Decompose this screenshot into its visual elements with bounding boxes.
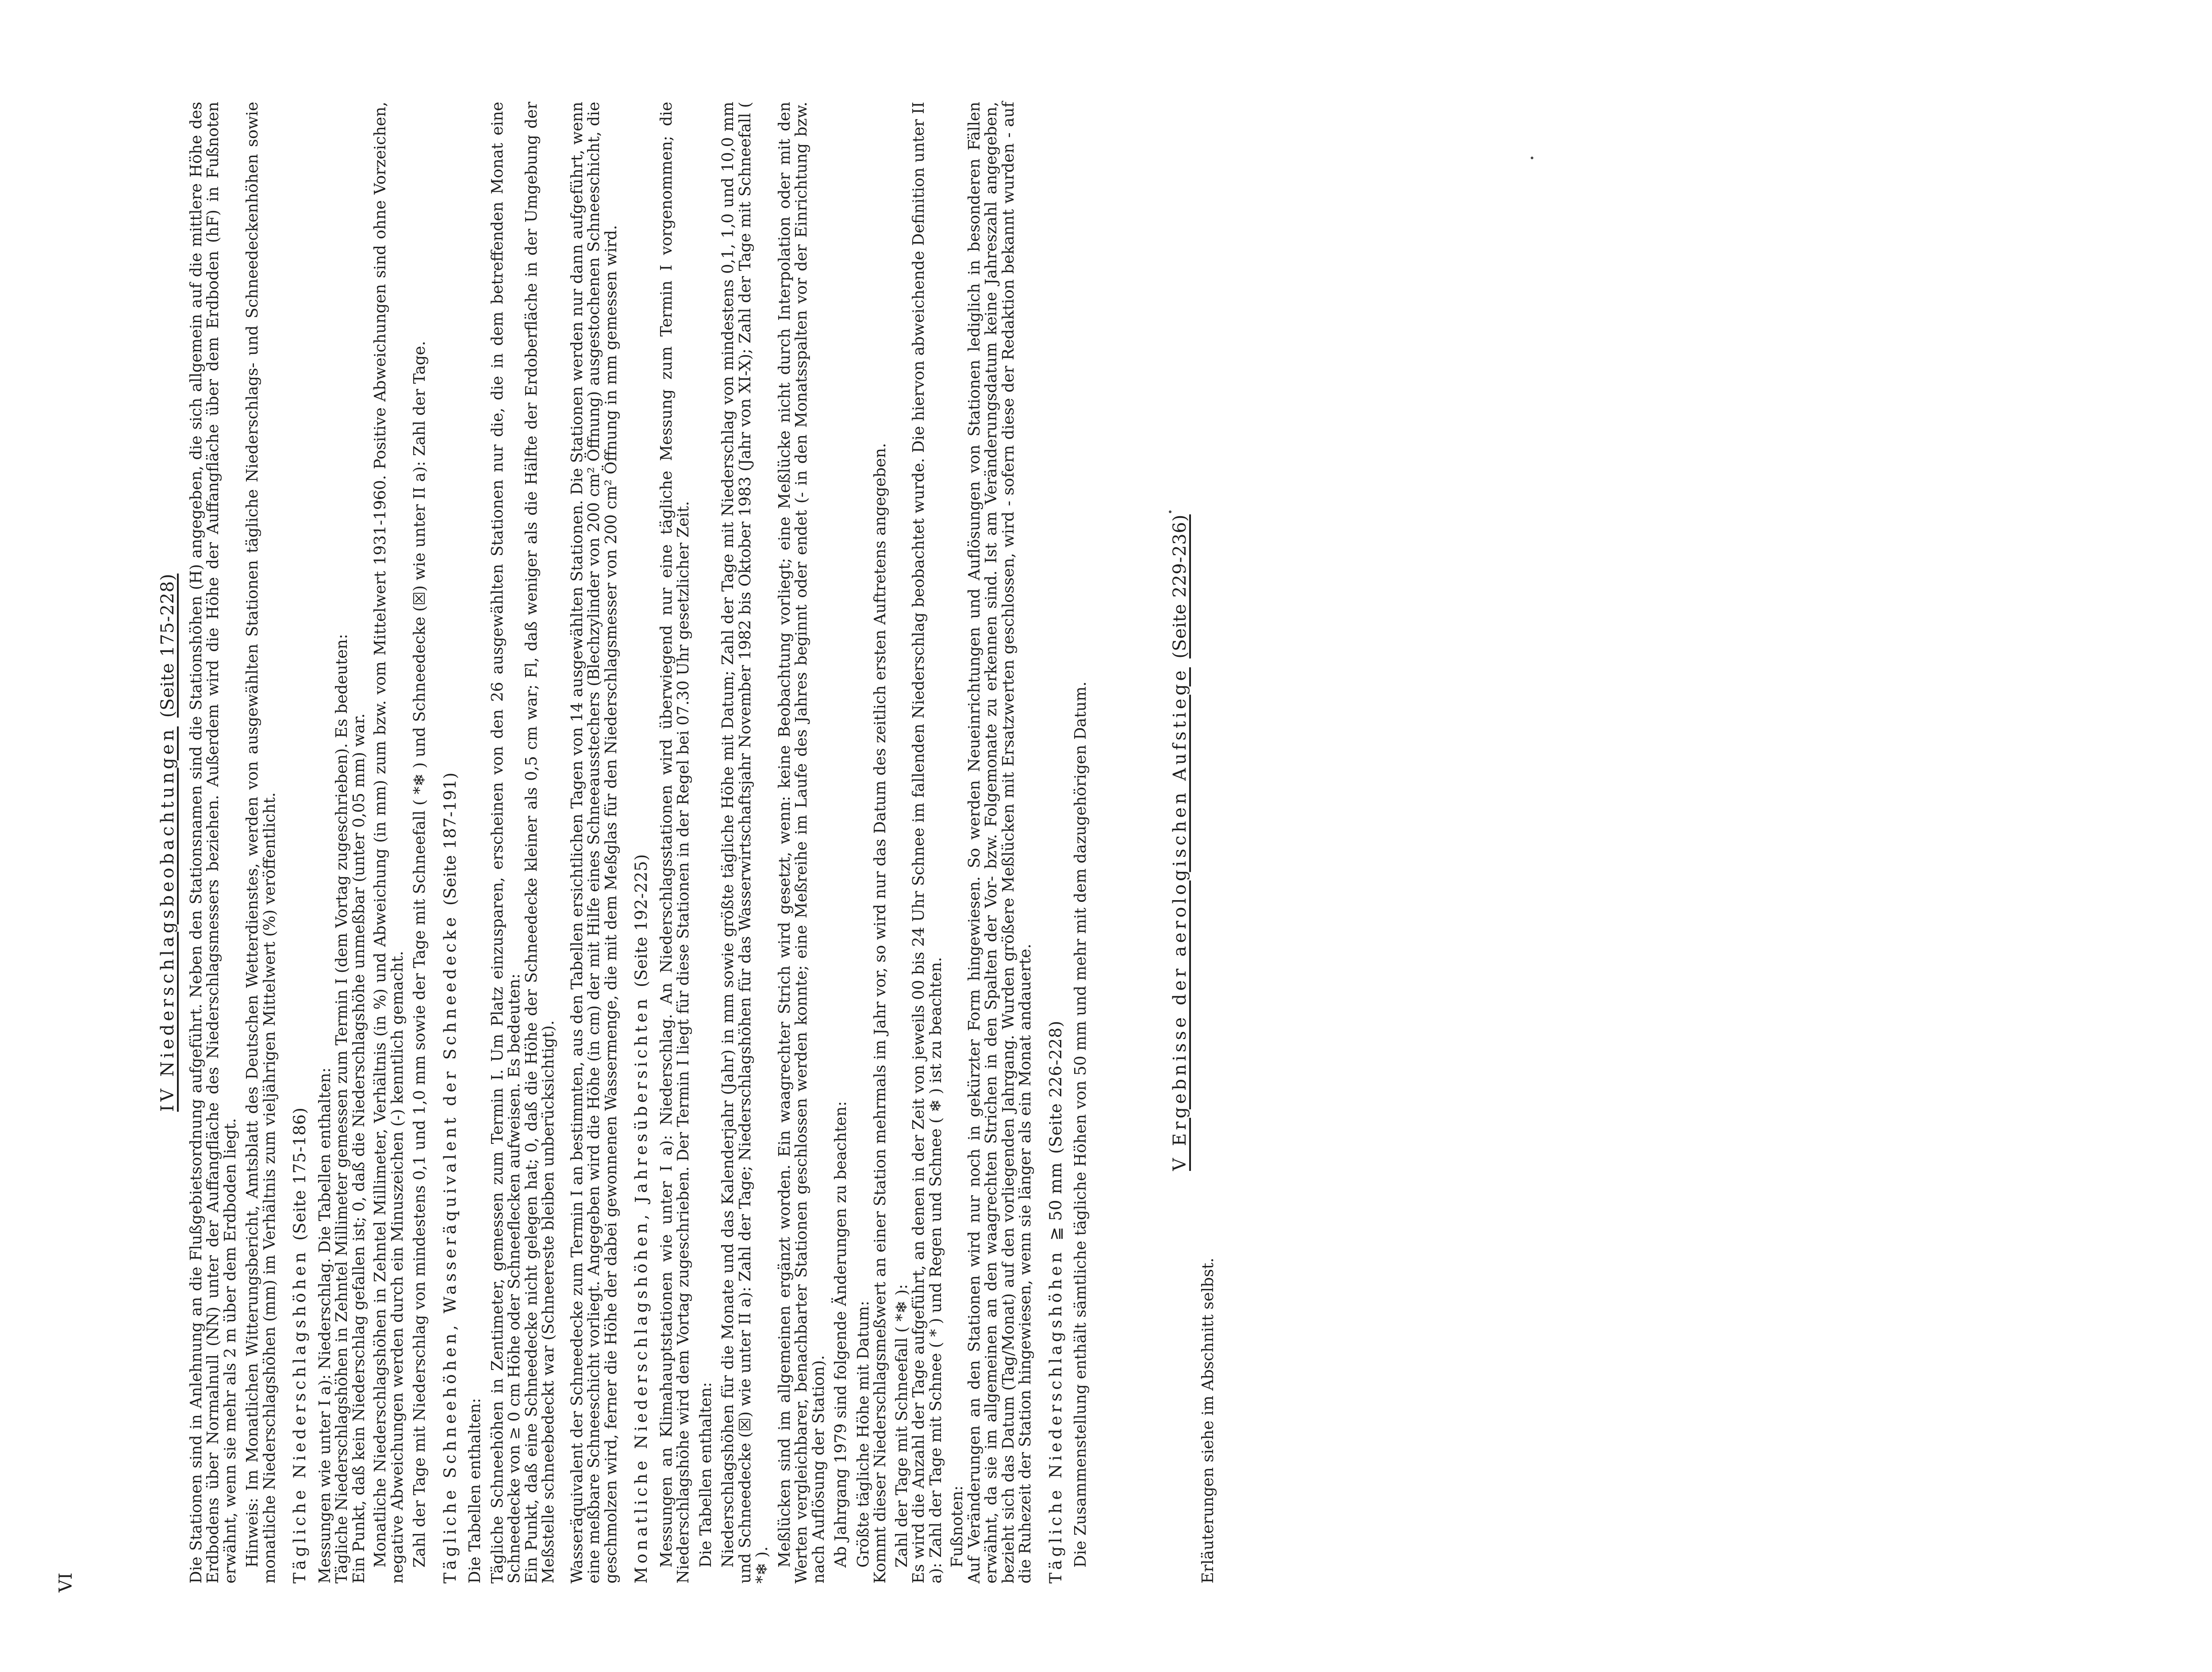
section-iv-intro: Die Stationen sind in Anlehnung an die Flußgebietsordnung aufgeführt. Neben den Stationsnamen sind die Stationshöhen (H) angegeben, die sich allgemein auf die mittlere Höhe des Erdbodens über Normalnull (NN) unter der Auffangfläche des Niederschlagsmessers beziehen. Außerdem wird die Höhe der Auffangfläche über dem Erdboden (hF) in Fußnoten erwähnt, wenn sie mehr als 2 m über dem Erdboden liegt. [187,102,239,1584]
monthly-p1: Messungen an Klimahauptstationen wie unter I a): Niederschlag. An Niederschlagsstationen wird überwiegend nur eine tägliche Messung zum Termin I vorgenommen; die Niederschlagshöhe wird dem Vortag zugeschrieben. Der Termin I liegt für diese Stationen in der Regel bei 07.30 Uhr gesetzlicher Zeit. [657,102,692,1584]
ge50-heading [1048,102,1065,1584]
page-number: VI [56,1572,76,1592]
ge50-threshold: ≧ 50 mm [1046,1162,1065,1241]
monthly-heading [633,102,650,1584]
monthly-p8b: Auf Veränderungen an den Stationen wird nur noch in gekürzter Form hingewiesen. So werden Neueinrichtungen und Auflösungen von Stationen lediglich in besonderen Fällen erwähnt, da sie im allgemeinen an den waagrechten Strichen in den Spalten der Vor- bzw. Folgemonate zu erkennen sind. Ist am Veränderungsdatum keine Jahreszahl angegeben, bezieht sich das Datum (Tag/Monat) auf den vorliegenden Jahrgang. Wurden größere Meßlücken mit Ersatzwerten geschlossen, wird - sofern diese der Redaktion bekannt wurden - auf die Ruhezeit der Station hingewiesen, wenn sie länger als ein Monat andauerte. [965,102,1034,1584]
daily-precip-p3: Ein Punkt, daß kein Niederschlag gefallen ist; 0, daß die Niederschlagshöhe unmeßbar (unter 0,05 mm) war. [349,713,368,1584]
section-v-title [1171,102,1189,1584]
scan-speck [1169,510,1171,513]
daily-precip-heading [292,102,309,1584]
section-v-pages: (Seite 229-236) [1169,514,1190,659]
monthly-p8a: Fußnoten: [948,1485,966,1568]
section-iv-title-text: IV Niederschlagsbeobachtungen [157,726,178,1112]
scan-speck [1531,157,1533,159]
monthly-p4: Meßlücken sind im allgemeinen ergänzt worden. Ein waagrechter Strich wird gesetzt, wenn: keine Beobachtung vorliegt; eine Meßlücke nicht durch Interpolation oder mit den Werten vergleichbarer, benachbarter Stationen geschlossen werden konnte; eine Meßreihe im Laufe des Jahres beginnt oder endet (- in den Monatsspalten vor der Einrichtung bzw. nach Auflösung der Station). [775,102,828,1584]
monthly-p7a: Zahl der Tage mit Schneefall ( *❄ ): [892,1284,911,1568]
section-v-p1: Erläuterungen siehe im Abschnitt selbst. [1199,1258,1217,1584]
snow-block [489,102,557,1584]
monthly-max-block [855,102,889,1584]
monthly-p7b: Es wird die Anzahl der Tage aufgeführt, an denen in der Zeit von jeweils 00 bis 24 Uhr Schnee im fallenden Niederschlag beobachtet wurde. Die hiervon abweichende Definition unter II a): Zahl der Tage mit Schnee ( * ) und Regen und Schnee ( ❄ ) ist zu beachten. [910,102,945,1584]
monthly-pages: (Seite 192-225) [632,854,651,987]
daily-precip-heading-text: Tägliche Niederschlagshöhen [290,1249,309,1584]
section-iv-hinweis: Hinweis: Im Monatlichen Witterungsbericht, Amtsblatt des Deutschen Wetterdienstes, werden von ausgewählten Stationen tägliche Niederschlags- und Schneedeckenhöhen sowie monatliche Niederschlagshöhen (mm) im Verhältnis zum vieljährigen Mittelwert (%) veröffentlicht. [243,102,279,1584]
monthly-p5: Ab Jahrgang 1979 sind folgende Änderungen zu beachten: [832,1101,850,1568]
monthly-p3: Niederschlagshöhen für die Monate und das Kalenderjahr (Jahr) in mm sowie größte tägliche Höhe mit Datum; Zahl der Tage mit Niederschlag von mindestens 0,1, 1,0 und 10,0 mm und Schneedecke (☒) wie unter II a): Zahl der Tage; Niederschlagshöhen für das Wasserwirtschaftsjahr November 1982 bis Oktober 1983 (Jahr von XI-X); Zahl der Tage mit Schneefall ( *❄ ). [719,102,771,1584]
daily-precip-p2: Tägliche Niederschlagshöhen in Zehntel Millimeter gemessen zum Termin I (dem Vortag zugeschrieben). Es bedeuten: [333,634,351,1584]
monthly-snowfall-block [894,102,945,1584]
daily-precip-pages: (Seite 175-186) [290,1107,309,1241]
daily-precip-p5: Zahl der Tage mit Niederschlag von mindestens 0,1 und 1,0 mm sowie der Tage mit Schneefall ( *❄ ) und Schneedecke (☒) wie unter II a): Zahl der Tage. [411,341,429,1568]
ge50-pages: (Seite 226-228) [1046,1020,1065,1154]
snow-p2: Tägliche Schneehöhen in Zentimeter, gemessen zum Termin I. Um Platz einzusparen, erscheinen von den 26 ausgewählten Stationen nur die, die in dem betreffenden Monat eine Schneedecke von ≥ 0 cm Höhe oder Schneeflecken aufweisen. Es bedeuten: [488,102,523,1584]
section-iv-title [159,102,177,1584]
monthly-p2: Die Tabellen enthalten: [696,1382,715,1568]
daily-precip-p4: Monatliche Niederschlagshöhen in Zehntel Millimeter, Verhältnis (in %) und Abweichung (in mm) zum bzw. vom Mittelwert 1931-1960. Positive Abweichungen sind ohne Vorzeichen, negative Abweichungen werden durch ein Minuszeichen (-) kenntlich gemacht. [371,102,407,1584]
monthly-p6b: Kommt dieser Niederschlagsmeßwert an einer Station mehrmals im Jahr vor, so wird nur das Datum des zeitlich ersten Auftretens angegeben. [871,443,889,1584]
monthly-heading-text: Monatliche Niederschlagshöhen, Jahresübersichten [632,995,651,1584]
ge50-heading-text: Tägliche Niederschlagshöhen [1046,1249,1065,1584]
section-iv-pages: (Seite 175-228) [157,573,178,718]
monthly-p6a: Größte tägliche Höhe mit Datum: [854,1300,872,1568]
daily-precip-p1: Messungen wie unter I a): Niederschlag. Die Tabellen enthalten: [315,1067,334,1584]
ge50-p1: Die Zusammenstellung enthält sämtliche tägliche Höhen von 50 mm und mehr mit dem dazugehörigen Datum. [1071,681,1090,1568]
snow-pages: (Seite 187-191) [440,772,460,906]
snow-p1: Die Tabellen enthalten: [466,1398,484,1584]
section-v-title-text: V Ergebnisse der aerologischen Aufstiege [1169,667,1190,1171]
snow-heading [442,102,459,1584]
snow-p4: Wasseräquivalent der Schneedecke zum Termin I an bestimmten, aus den Tabellen ersichtlichen Tagen von 14 ausgewählten Stationen. Die Stationen werden nur dann aufgeführt, wenn eine meßbare Schneeschicht vorliegt. Angegeben wird die Höhe (in cm) der mit Hilfe eines Schneeausstechers (Blechzylinder von 200 cm² Öffnung) ausgestochenen Schneeschicht, die geschmolzen wird, ferner die Höhe der dabei gewonnenen Wassermenge, die mit dem Meßglas für den Niederschlagsmesser von 200 cm² Öffnung in mm gemessen wird. [568,102,620,1584]
daily-precip-block [317,102,368,1584]
monthly-footnotes-block [949,102,1034,1584]
snow-heading-text: Tägliche Schneehöhen, Wasseräquivalent der Schneedecke [440,914,460,1584]
snow-p3: Ein Punkt, daß eine Schneedecke nicht gelegen hat; 0, daß die Höhe der Schneedecke kleiner als 0,5 cm war; Fl, daß weniger als die Hälfte der Erdoberfläche in der Umgebung der Meßstelle schneebedeckt war (Schneereste bleiben unberücksichtigt). [522,102,557,1584]
